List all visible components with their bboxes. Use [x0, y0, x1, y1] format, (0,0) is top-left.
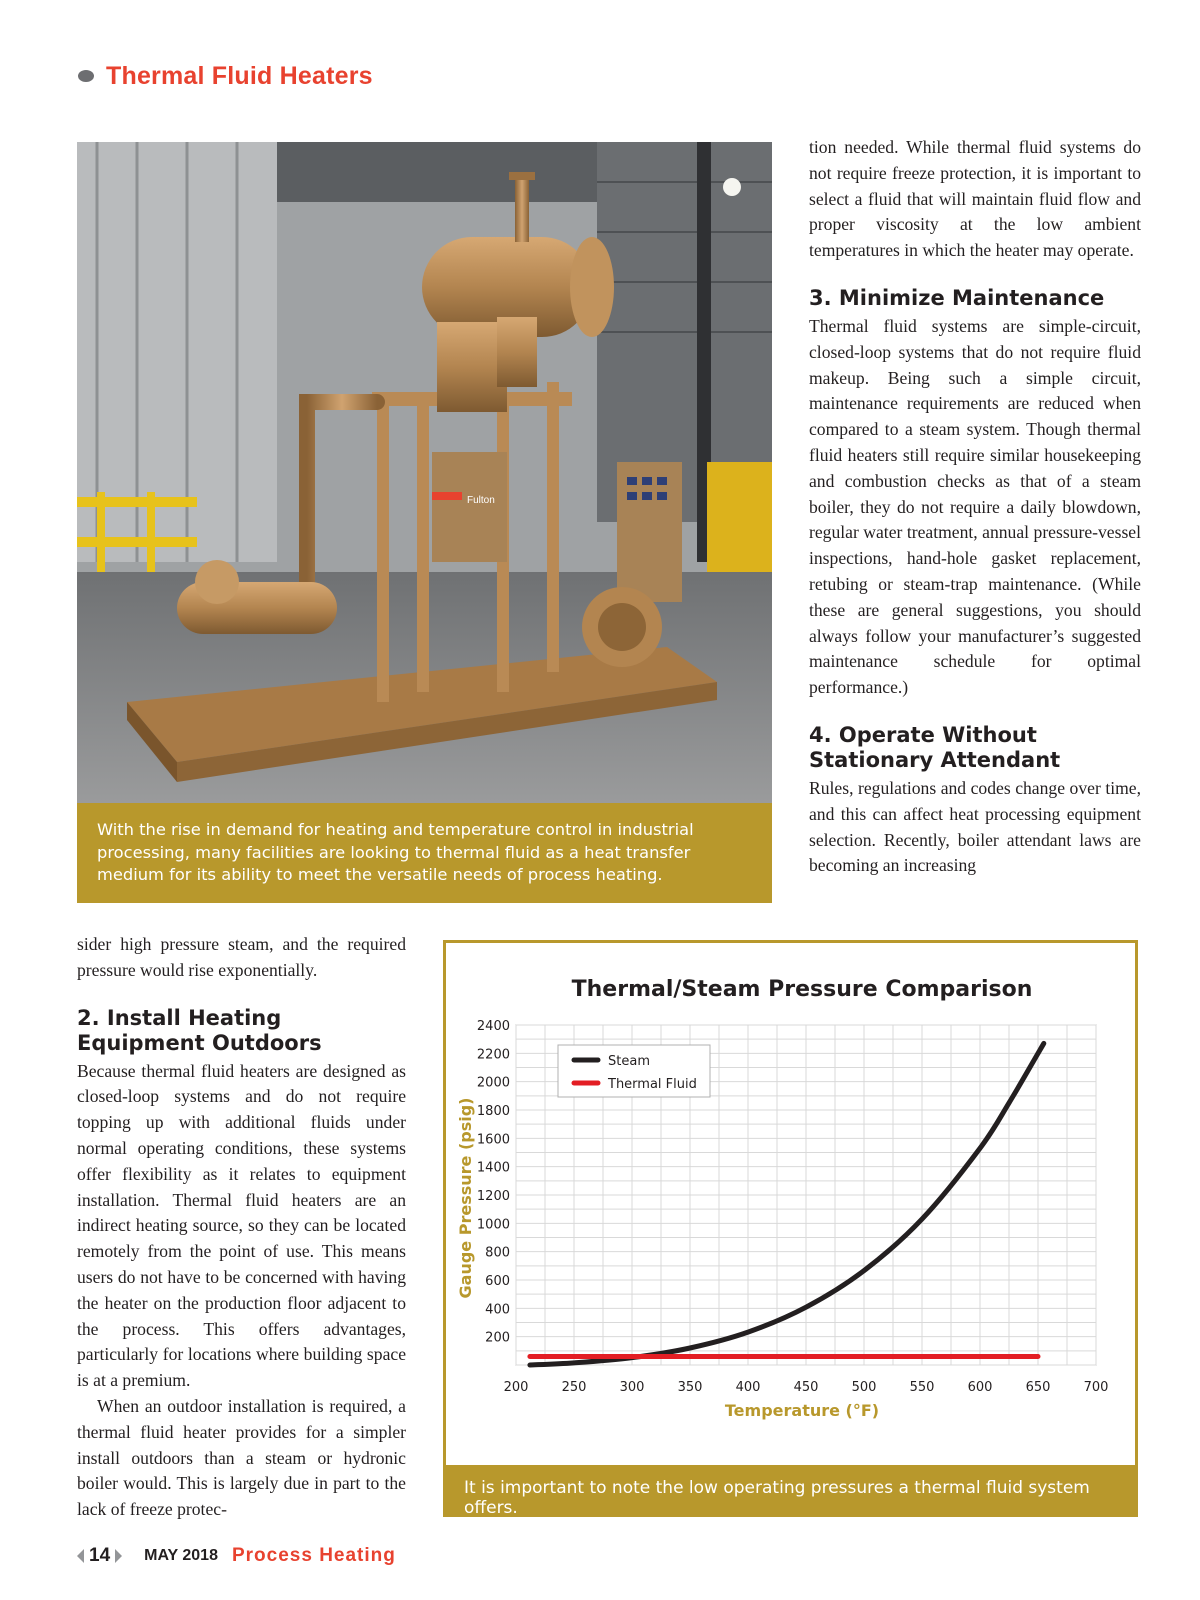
chart-title: Thermal/Steam Pressure Comparison — [571, 977, 1033, 1002]
x-tick-label: 450 — [793, 1380, 819, 1395]
x-tick-label: 650 — [1025, 1380, 1051, 1395]
subheading-install-outdoors: 2. Install Heating Equipment Outdoors — [77, 1005, 322, 1055]
chart-svg — [446, 943, 1135, 1465]
paragraph: tion needed. While thermal fluid systems do not require freeze protection, it is important to select a fluid that will maintain fluid flow and proper viscosity at the low ambient temperatures in which the heater may operate. — [809, 137, 1141, 261]
y-tick-label: 600 — [485, 1274, 510, 1289]
issue-date: MAY 2018 — [144, 1547, 218, 1564]
paragraph: When an outdoor installation is required, a thermal fluid heater provides for a simpler install outdoors than a steam or hydronic boiler would. This is largely due in part to the lack of freeze protec- — [77, 1395, 406, 1520]
y-tick-label: 1800 — [476, 1104, 510, 1119]
paragraph: Because thermal fluid heaters are designed as closed-loop systems and do not require topping up with additional fluids under normal operating conditions, these systems offer flexibility as it relates to equipment installation. Thermal fluid heaters are an indirect heating source, so they can be located remotely from the point of use. This means users do not have to be concerned with having the heater on the production floor adjacent to the process. This offers advantages, particularly for locations where building space is at a premium. — [77, 1060, 406, 1391]
y-tick-label: 2400 — [476, 1019, 510, 1034]
left-triangle-icon — [77, 1549, 84, 1563]
section-header — [78, 58, 373, 94]
y-axis-label: Gauge Pressure (psig) — [456, 1097, 475, 1299]
pressure-chart — [443, 940, 1138, 1517]
y-tick-label: 1000 — [476, 1217, 510, 1233]
x-tick-label: 250 — [561, 1380, 587, 1395]
photo-caption: With the rise in demand for heating and temperature control in industrial processing, many facilities are looking to thermal fluid as a heat transfer medium for its ability to meet the versatile needs of process heating. — [77, 803, 772, 903]
x-tick-label: 200 — [503, 1380, 529, 1395]
y-tick-label: 1600 — [476, 1132, 510, 1148]
x-tick-label: 350 — [677, 1380, 703, 1395]
chart-caption: It is important to note the low operating pressures a thermal fluid system offers. — [446, 1465, 1135, 1514]
subheading-minimize-maintenance: 3. Minimize Maintenance — [809, 285, 1105, 310]
y-tick-label: 2200 — [476, 1047, 510, 1063]
page-number — [77, 1545, 122, 1567]
x-tick-label: 300 — [619, 1380, 645, 1395]
paragraph: Rules, regulations and codes change over time, and this can affect heat processing equipment selection. Recently, boiler attendant laws are becoming an increasing — [809, 777, 1141, 876]
subheading-operate-without-attendant: 4. Operate Without Stationary Attendant — [809, 722, 1061, 772]
publication-name: Process Heating — [231, 1545, 396, 1566]
y-tick-label: 1200 — [476, 1189, 510, 1204]
photo-logo-text: Fulton — [467, 495, 495, 506]
y-tick-label: 400 — [485, 1302, 510, 1318]
y-tick-label: 200 — [485, 1330, 510, 1346]
section-title: Thermal Fluid Heaters — [106, 61, 373, 90]
right-column — [809, 135, 1141, 879]
left-column — [77, 932, 406, 1523]
y-tick-label: 2000 — [476, 1075, 510, 1091]
paragraph: sider high pressure steam, and the required pressure would rise exponentially. — [77, 934, 406, 980]
page-footer — [77, 1541, 396, 1571]
legend-label: Steam — [608, 1054, 650, 1069]
y-tick-label: 800 — [485, 1245, 510, 1261]
x-tick-label: 550 — [909, 1380, 935, 1395]
x-tick-label: 500 — [851, 1380, 877, 1395]
right-triangle-icon — [115, 1549, 122, 1563]
heater-photo — [77, 142, 772, 803]
paragraph: Thermal fluid systems are simple-circuit, closed-loop systems that do not require fluid makeup. Being such a simple circuit, maintenance requirements are reduced when compared to a steam system. Though thermal fluid heaters still require similar housekeeping and combustion checks as that of a steam boiler, they do not require a daily blowdown, regular water treatment, annual pressure-vessel inspections, hand-hole gasket replacement, retubing or steam-trap maintenance. (While these are general suggestions, you should always follow your manufacturer’s suggested maintenance schedule for optimal performance.) — [809, 315, 1141, 698]
x-tick-label: 700 — [1083, 1380, 1109, 1395]
x-tick-label: 600 — [967, 1380, 993, 1395]
section-bullet-icon — [78, 70, 94, 82]
page-number-text: 14 — [89, 1545, 111, 1566]
x-axis-label: Temperature (°F) — [724, 1401, 880, 1420]
x-tick-label: 400 — [735, 1380, 761, 1395]
y-tick-label: 1400 — [476, 1160, 510, 1176]
legend-label: Thermal Fluid — [608, 1077, 697, 1092]
